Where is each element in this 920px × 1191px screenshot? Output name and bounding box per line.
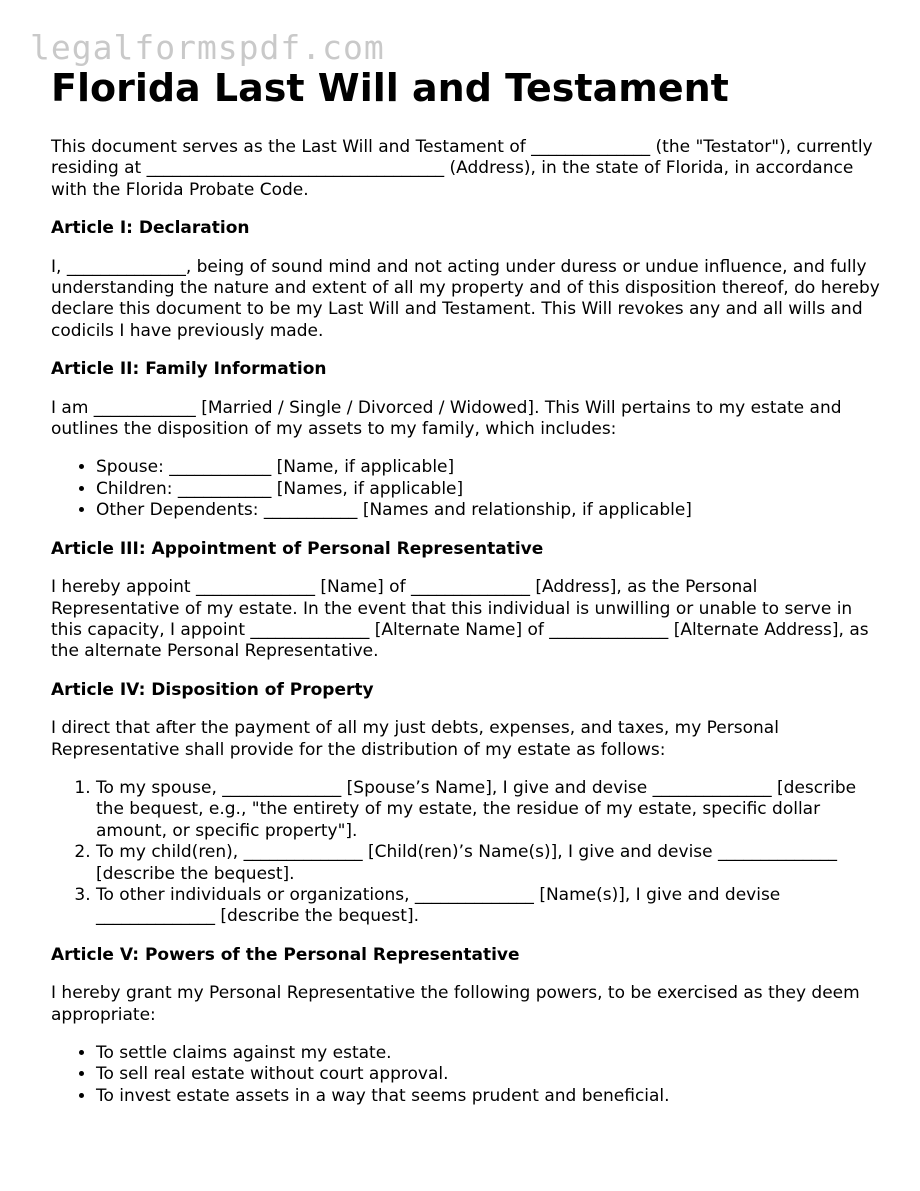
article-3-text: I hereby appoint ______________ [Name] of ______________ [Address], as the Personal Representative of my estate. In the event that this individual is unwilling or unable to serve in this capacity, I appoint ______________ [Alternate Name] of ______________ [Alternate Address], as the alternate Personal Representative. xyxy=(51,577,869,662)
list-item: • Children: ___________ [Names, if applicable] xyxy=(96,479,881,500)
list-item: • Other Dependents: ___________ [Names and relationship, if applicable] xyxy=(96,500,881,521)
powers-list xyxy=(51,1043,881,1107)
list-item: • To invest estate assets in a way that seems prudent and beneficial. xyxy=(96,1086,881,1107)
family-list xyxy=(51,457,881,521)
article-1-text: I, ______________, being of sound mind and not acting under duress or undue influence, and fully understanding the nature and extent of all my property and of this disposition thereof, do hereby declare this document to be my Last Will and Testament. This Will revokes any and all wills and codicils I have previously made. xyxy=(51,256,880,341)
article-4-heading: Article IV: Disposition of Property xyxy=(51,679,374,700)
watermark: legalformspdf.com xyxy=(30,28,385,67)
list-item: 1. To my spouse, ______________ [Spouse’s Name], I give and devise ______________ [describe the bequest, e.g., "the entirety of my estate, the residue of my estate, specific dollar amount, or specific property"]. xyxy=(96,778,881,842)
article-2-heading: Article II: Family Information xyxy=(51,359,327,380)
article-1-heading: Article I: Declaration xyxy=(51,218,250,239)
document-body xyxy=(51,66,881,1124)
article-2-text: I am ____________ [Married / Single / Divorced / Widowed]. This Will pertains to my estate and outlines the disposition of my assets to my family, which includes: xyxy=(51,397,842,440)
document-title: Florida Last Will and Testament xyxy=(51,66,729,110)
intro-paragraph: This document serves as the Last Will and Testament of ______________ (the "Testator"), currently residing at ___________________________________ (Address), in the state of Florida, in accordance with the Florida Probate Code. xyxy=(51,137,873,200)
article-3-heading: Article III: Appointment of Personal Representative xyxy=(51,538,544,559)
list-item: 2. To my child(ren), ______________ [Child(ren)’s Name(s)], I give and devise ______________ [describe the bequest]. xyxy=(96,842,881,885)
list-item: 3. To other individuals or organizations, ______________ [Name(s)], I give and devise ______________ [describe the bequest]. xyxy=(96,885,881,928)
article-5-heading: Article V: Powers of the Personal Representative xyxy=(51,944,520,965)
article-4-text: I direct that after the payment of all my just debts, expenses, and taxes, my Personal Representative shall provide for the distribution of my estate as follows: xyxy=(51,718,779,760)
list-item: • To settle claims against my estate. xyxy=(96,1043,881,1064)
bequest-list xyxy=(51,778,881,928)
article-5-text: I hereby grant my Personal Representative the following powers, to be exercised as they deem appropriate: xyxy=(51,983,860,1025)
list-item: • Spouse: ____________ [Name, if applicable] xyxy=(96,457,881,478)
list-item: • To sell real estate without court approval. xyxy=(96,1064,881,1085)
